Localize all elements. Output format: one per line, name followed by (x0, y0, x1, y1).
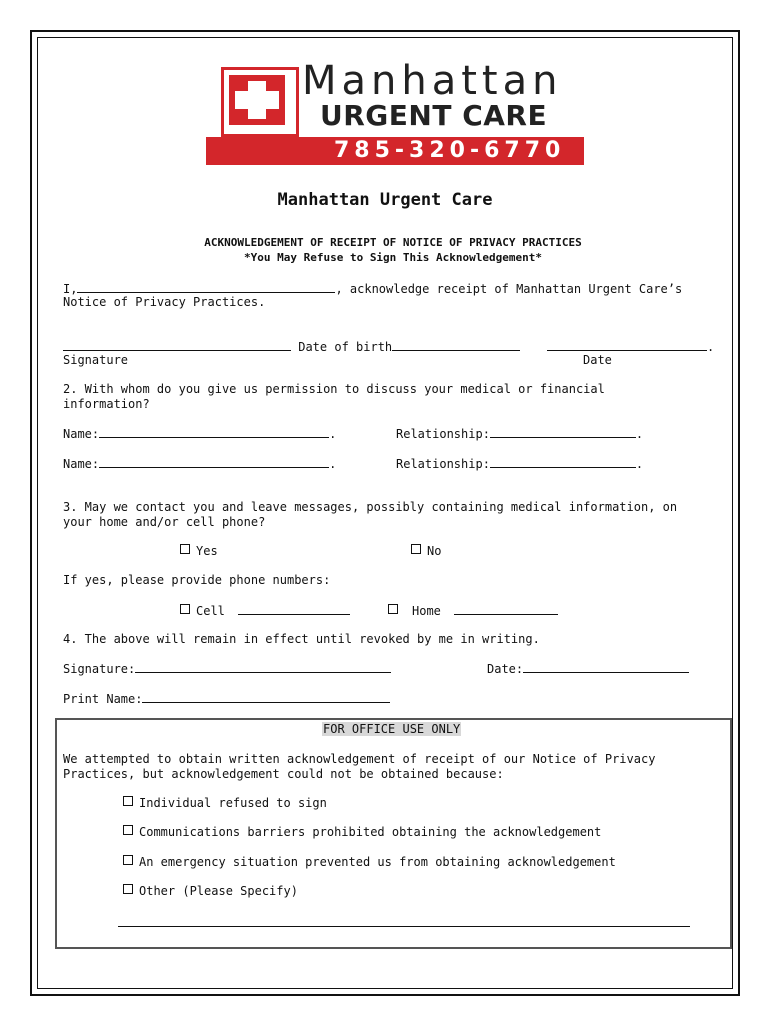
q2-name2: Name: . (63, 457, 337, 471)
emergency-checkbox[interactable] (123, 855, 133, 865)
q4-print-name: Print Name: (63, 691, 390, 706)
q3-line1: 3. May we contact you and leave messages, possibly containing medical information, on (63, 500, 678, 514)
q2-rel1: Relationship: . (396, 427, 644, 441)
heading-line1: ACKNOWLEDGEMENT OF RECEIPT OF NOTICE OF PRIVACY PRACTICES (204, 236, 582, 249)
home-option[interactable]: Home (388, 603, 558, 618)
q4-text: 4. The above will remain in effect until revoked by me in writing. (63, 632, 540, 646)
heading-line2: *You May Refuse to Sign This Acknowledgement* (243, 251, 542, 264)
q4-date: Date: (487, 661, 689, 676)
q2-rel2: Relationship: . (396, 457, 644, 471)
cell-phone-field[interactable] (238, 603, 350, 615)
office-option-other[interactable]: Other (Please Specify) (123, 884, 298, 898)
office-line2: Practices, but acknowledgement could not be obtained because: (63, 767, 504, 781)
other-specify-field[interactable] (118, 915, 690, 927)
contact-name-1-field[interactable] (99, 426, 329, 438)
document-title: Manhattan Urgent Care (277, 190, 493, 210)
yes-option[interactable]: Yes (180, 544, 218, 558)
ack-line1: I, , acknowledge receipt of Manhattan Urgent Care’s (63, 282, 683, 296)
q2-name1: Name: . (63, 427, 337, 441)
logo-name: Manhattan (302, 58, 563, 104)
q4-signature-field[interactable] (135, 661, 391, 673)
name-field[interactable] (77, 281, 335, 293)
logo-phone-number: 785-320-6770 (334, 138, 566, 163)
q3-line2: your home and/or cell phone? (63, 515, 266, 529)
home-phone-field[interactable] (454, 603, 558, 615)
ack-line2: Notice of Privacy Practices. (63, 295, 266, 309)
yes-checkbox[interactable] (180, 544, 190, 554)
home-checkbox[interactable] (388, 604, 398, 614)
cell-option[interactable]: Cell (180, 603, 350, 618)
office-line1: We attempted to obtain written acknowledgement of receipt of our Notice of Privacy (63, 752, 656, 766)
q2-line2: information? (63, 397, 150, 411)
contact-relationship-2-field[interactable] (490, 456, 636, 468)
q4-signature: Signature: (63, 661, 391, 676)
sign-row: Date of birth (63, 339, 520, 354)
no-option[interactable]: No (411, 544, 441, 558)
refused-checkbox[interactable] (123, 796, 133, 806)
dob-field[interactable] (392, 339, 520, 351)
date-row: . (547, 339, 714, 354)
logo-cross-icon (221, 67, 299, 137)
barriers-checkbox[interactable] (123, 825, 133, 835)
date-caption: Date (583, 353, 612, 367)
other-checkbox[interactable] (123, 884, 133, 894)
no-checkbox[interactable] (411, 544, 421, 554)
contact-name-2-field[interactable] (99, 456, 329, 468)
phones-prompt: If yes, please provide phone numbers: (63, 573, 331, 587)
office-option-barriers[interactable]: Communications barriers prohibited obtaining the acknowledgement (123, 825, 601, 839)
office-option-refused[interactable]: Individual refused to sign (123, 796, 327, 810)
logo-phone-banner (206, 137, 584, 165)
contact-relationship-1-field[interactable] (490, 426, 636, 438)
q2-line1: 2. With whom do you give us permission to discuss your medical or financial (63, 382, 605, 396)
signature-field[interactable] (63, 339, 291, 351)
logo-subtitle: URGENT CARE (320, 99, 548, 132)
cell-checkbox[interactable] (180, 604, 190, 614)
office-use-label: FOR OFFICE USE ONLY (323, 722, 461, 736)
q4-date-field[interactable] (523, 661, 689, 673)
print-name-field[interactable] (142, 691, 390, 703)
office-option-emergency[interactable]: An emergency situation prevented us from obtaining acknowledgement (123, 855, 616, 869)
signature-caption: Signature (63, 353, 129, 367)
date-field[interactable] (547, 339, 707, 351)
